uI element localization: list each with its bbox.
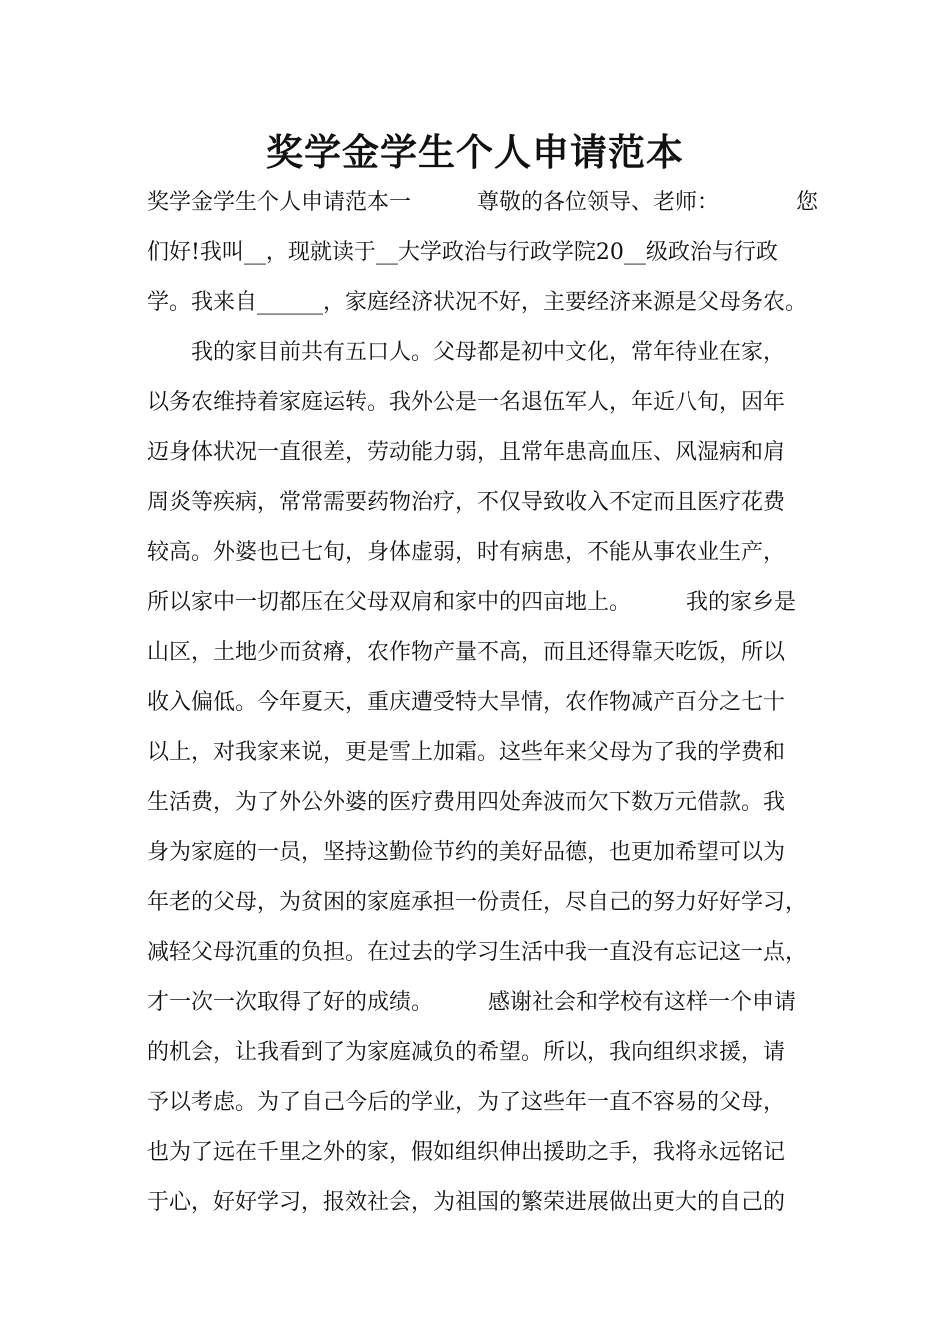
- text-line: 的机会，让我看到了为家庭减负的希望。所以，我向组织求援，请: [147, 1040, 786, 1065]
- text-line: 所以家中一切都压在父母双肩和家中的四亩地上。 我的家乡是: [147, 590, 797, 615]
- text-line: 减轻父母沉重的负担。在过去的学习生活中我一直没有忘记这一点，: [147, 940, 808, 965]
- text-line: 迈身体状况一直很差，劳动能力弱，且常年患高血压、风湿病和肩: [147, 440, 786, 465]
- text-line: 才一次一次取得了好的成绩。 感谢社会和学校有这样一个申请: [147, 990, 797, 1015]
- document-title: 奖学金学生个人申请范本: [266, 131, 684, 174]
- text-line: 学。我来自______，家庭经济状况不好，主要经济来源是父母务农。: [147, 290, 808, 315]
- text-line: 们好!我叫__，现就读于__大学政治与行政学院20__级政治与行政: [147, 240, 778, 265]
- text-line: 较高。外婆也已七旬，身体虚弱，时有病患，不能从事农业生产，: [147, 540, 786, 565]
- text-line: 生活费，为了外公外婆的医疗费用四处奔波而欠下数万元借款。我: [147, 790, 786, 815]
- text-line: 我的家目前共有五口人。父母都是初中文化，常年待业在家，: [147, 340, 786, 365]
- text-line: 以上，对我家来说，更是雪上加霜。这些年来父母为了我的学费和: [147, 740, 786, 765]
- text-line: 山区，土地少而贫瘠，农作物产量不高，而且还得靠天吃饭，所以: [147, 640, 786, 665]
- text-line: 周炎等疾病，常常需要药物治疗，不仅导致收入不定而且医疗花费: [147, 490, 786, 515]
- text-line: 以务农维持着家庭运转。我外公是一名退伍军人，年近八旬，因年: [147, 390, 786, 415]
- text-line: 奖学金学生个人申请范本一 尊敬的各位领导、老师： 您: [147, 190, 819, 215]
- text-line: 年老的父母，为贫困的家庭承担一份责任，尽自己的努力好好学习，: [147, 890, 808, 915]
- text-line: 身为家庭的一员，坚持这勤俭节约的美好品德，也更加希望可以为: [147, 840, 786, 865]
- text-line: 于心，好好学习，报效社会，为祖国的繁荣进展做出更大的自己的: [147, 1190, 786, 1215]
- document-body: [147, 178, 827, 1228]
- text-line: 收入偏低。今年夏天，重庆遭受特大旱情，农作物减产百分之七十: [147, 690, 786, 715]
- text-line: 予以考虑。为了自己今后的学业，为了这些年一直不容易的父母，: [147, 1090, 786, 1115]
- text-line: 也为了远在千里之外的家，假如组织伸出援助之手，我将永远铭记: [147, 1140, 786, 1165]
